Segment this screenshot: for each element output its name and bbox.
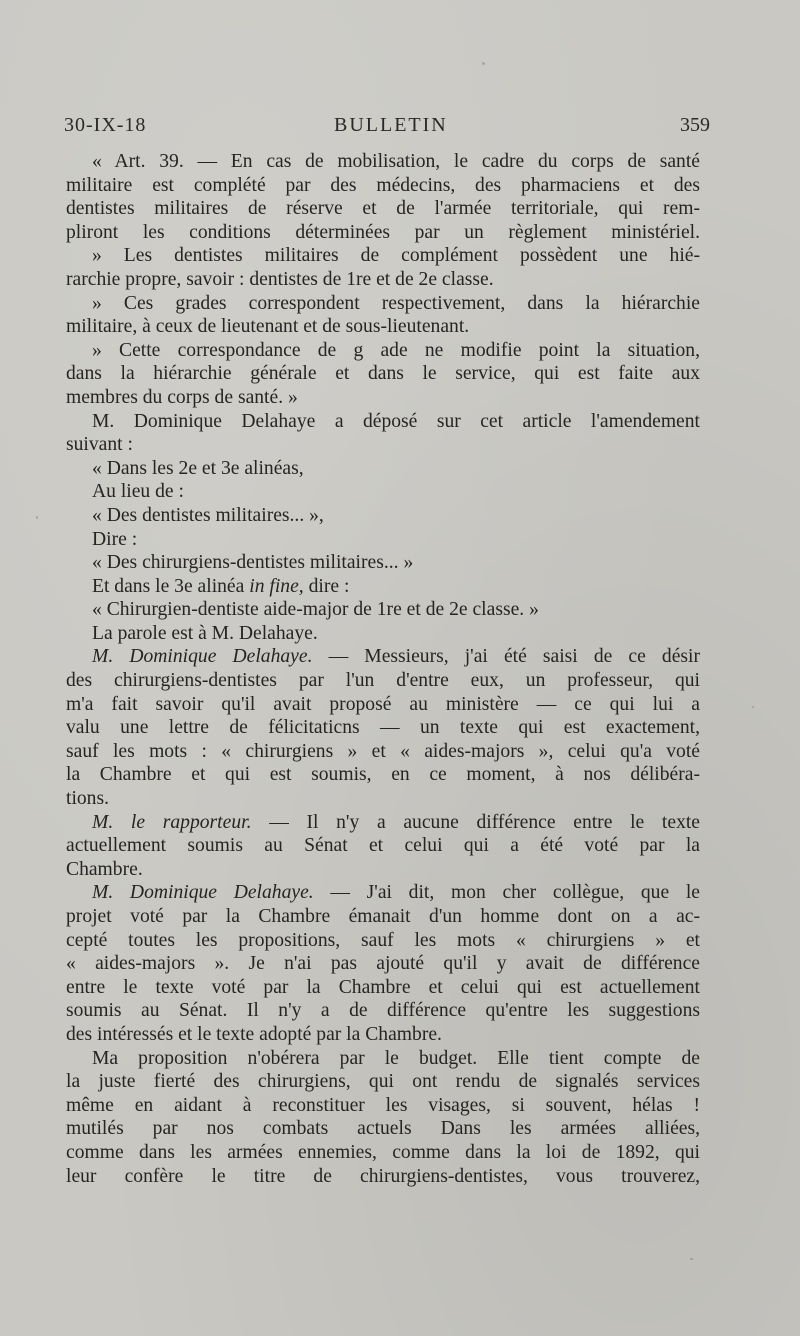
- text-line: projet voté par la Chambre émanait d'un homme dont on a ac-: [66, 906, 700, 927]
- body-text: [66, 150, 700, 1188]
- text-line: M. Dominique Delahaye a déposé sur cet article l'amendement: [92, 410, 700, 432]
- speaker-name: M. Dominique Delahaye.: [92, 646, 313, 668]
- text-line: pliront les conditions déterminées par un règlement ministériel.: [66, 221, 700, 243]
- text-line: Dire :: [92, 528, 138, 550]
- text-line: sauf les mots : « chirurgiens » et « aides-majors », celui qu'a voté: [66, 740, 700, 762]
- text-line: des chirurgiens-dentistes par l'un d'entre eux, un professeur, qui: [66, 670, 700, 692]
- italic-fragment: in fine,: [249, 575, 304, 597]
- text-line: Ma proposition n'obérera par le budget. Elle tient compte de: [92, 1047, 700, 1069]
- text-line: » Cette correspondance de g ade ne modifie point la situation,: [92, 339, 700, 361]
- text-line: des intéressés et le texte adopté par la Chambre.: [66, 1023, 442, 1045]
- text-line: la Chambre et qui est soumis, en ce moment, à nos délibéra-: [66, 764, 700, 786]
- header-title: BULLETIN: [334, 114, 448, 136]
- paper-speck: [752, 706, 754, 708]
- text-line: leur confère le titre de chirurgiens-dentistes, vous trouverez,: [66, 1165, 700, 1187]
- text-line: entre le texte voté par la Chambre et celui qui est actuellement: [66, 976, 700, 998]
- text-line: soumis au Sénat. Il n'y a de différence qu'entre les suggestions: [66, 1000, 700, 1022]
- paper-speck: [482, 62, 485, 65]
- text-fragment: dire :: [308, 575, 350, 597]
- text-line: « Dans les 2e et 3e alinéas,: [92, 457, 304, 479]
- text-line: » Les dentistes militaires de complément possèdent une hié-: [92, 245, 700, 267]
- text-line: militaire est complété par des médecins, des pharmaciens et des: [66, 174, 700, 196]
- speaker-name: M. le rapporteur.: [92, 811, 252, 833]
- paper-speck: [690, 1258, 693, 1260]
- text-line: rarchie propre, savoir : dentistes de 1re et de 2e classe.: [66, 268, 494, 290]
- text-line: « Art. 39. — En cas de mobilisation, le cadre du corps de santé: [92, 151, 700, 172]
- text-line: dans la hiérarchie générale et dans le service, qui est faite aux: [66, 363, 700, 385]
- text-line: « Chirurgien-dentiste aide-major de 1re et de 2e classe. »: [92, 599, 539, 621]
- page-header: [64, 114, 710, 144]
- text-line: « Des chirurgiens-dentistes militaires... »: [92, 552, 414, 574]
- text-line: la juste fierté des chirurgiens, qui ont rendu de signalés services: [66, 1071, 700, 1093]
- text-line: « Des dentistes militaires... »,: [92, 504, 324, 526]
- text-line: actuellement soumis au Sénat et celui qui a été voté par la: [66, 835, 700, 857]
- text-line: [66, 881, 700, 905]
- text-line: [66, 645, 700, 669]
- text-line: La parole est à M. Delahaye.: [92, 622, 318, 644]
- text-fragment: — J'ai dit, mon cher collègue, que le: [330, 882, 700, 904]
- text-line: comme dans les armées ennemies, comme dans la loi de 1892, qui: [66, 1141, 700, 1163]
- text-line: [66, 811, 700, 835]
- speaker-name: M. Dominique Delahaye.: [92, 882, 314, 904]
- text-line: membres du corps de santé. »: [66, 386, 298, 408]
- text-line: dentistes militaires de réserve et de l'armée territoriale, qui rem-: [66, 198, 700, 220]
- text-fragment: Et dans le 3e alinéa: [92, 575, 245, 597]
- text-line: « aides-majors ». Je n'ai pas ajouté qu'il y avait de différence: [66, 953, 700, 975]
- text-line: cepté toutes les propositions, sauf les mots « chirurgiens » et: [66, 929, 700, 951]
- header-date: 30-IX-18: [64, 114, 147, 136]
- text-line: militaire, à ceux de lieutenant et de sous-lieutenant.: [66, 316, 470, 338]
- text-line: suivant :: [66, 434, 133, 456]
- text-line: [66, 575, 700, 599]
- text-line: m'a fait savoir qu'il avait proposé au ministère — ce qui lui a: [66, 693, 700, 715]
- text-fragment: — Messieurs, j'ai été saisi de ce désir: [328, 646, 700, 668]
- text-line: valu une lettre de félicitaticns — un texte qui est exactement,: [66, 717, 700, 739]
- paper-speck: [36, 516, 38, 519]
- page-number: 359: [680, 114, 710, 136]
- text-line: Chambre.: [66, 858, 143, 880]
- text-line: même en aidant à reconstituer les visages, si souvent, hélas !: [66, 1094, 700, 1116]
- text-line: Au lieu de :: [92, 481, 184, 503]
- text-fragment: — Il n'y a aucune différence entre le texte: [269, 811, 701, 833]
- text-line: tions.: [66, 788, 110, 810]
- text-line: mutilés par nos combats actuels Dans les armées alliées,: [66, 1118, 700, 1140]
- text-line: » Ces grades correspondent respectivement, dans la hiérarchie: [92, 292, 700, 314]
